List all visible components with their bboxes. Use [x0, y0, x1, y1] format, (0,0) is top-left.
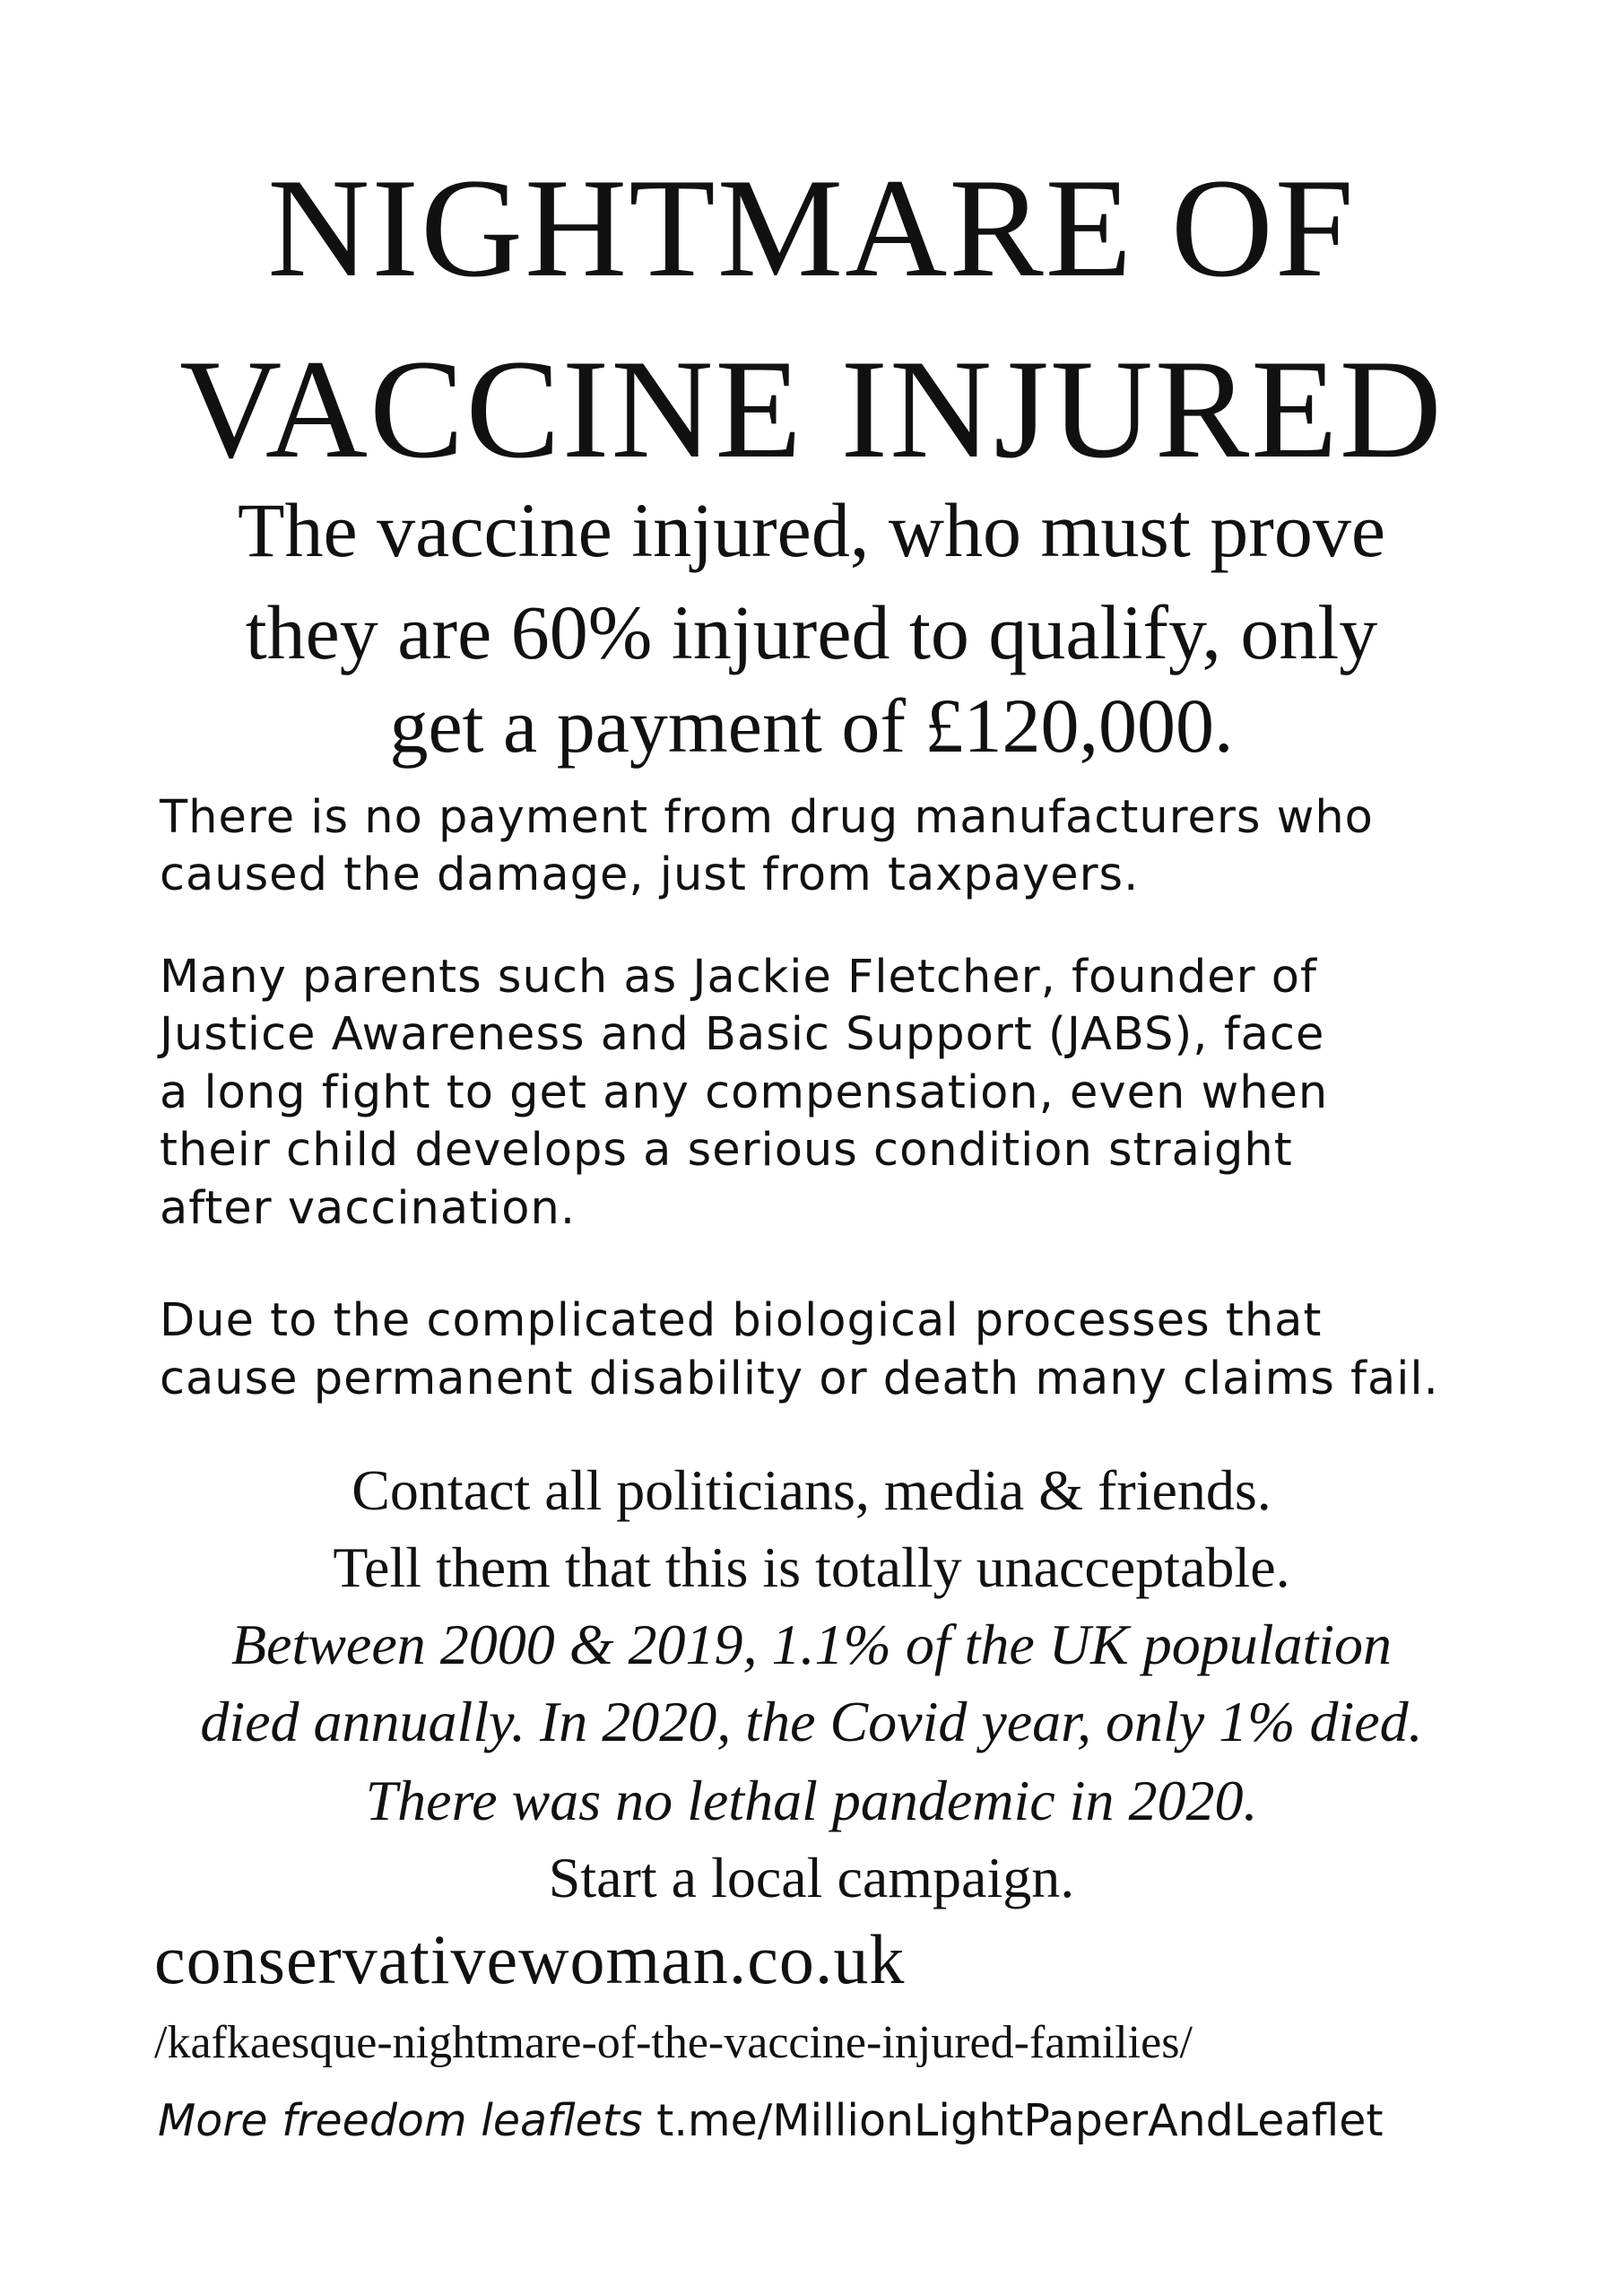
cta-line-4: died annually. In 2020, the Covid year, only 1% died. [200, 1690, 1423, 1753]
footer-telegram-link[interactable]: t.me/MillionLightPaperAndLeaflet [656, 2095, 1384, 2146]
paragraph2-line-1: Many parents such as Jackie Fletcher, founder of [160, 951, 1317, 1004]
paragraph2-line-5: after vaccination. [160, 1182, 577, 1235]
cta-line-3: Between 2000 & 2019, 1.1% of the UK population [230, 1613, 1393, 1676]
subhead-line-1: The vaccine injured, who must prove [237, 487, 1386, 573]
paragraph1-line-1: There is no payment from drug manufacturers who [160, 791, 1374, 844]
cta-line-6: Start a local campaign. [548, 1846, 1075, 1909]
paragraph2-line-4: their child develops a serious condition straight [160, 1124, 1293, 1177]
cta-line-2: Tell them that this is totally unacceptable. [333, 1535, 1290, 1599]
source-path-link[interactable]: /kafkaesque-nightmare-of-the-vaccine-injured-families/ [154, 2017, 1193, 2068]
paragraph3-line-1: Due to the complicated biological processes that [160, 1294, 1323, 1347]
source-domain-link[interactable]: conservativewoman.co.uk [154, 1920, 906, 1998]
cta-line-1: Contact all politicians, media & friends. [352, 1458, 1271, 1522]
cta-line-5: There was no lethal pandemic in 2020. [365, 1769, 1258, 1832]
footer [158, 2095, 1384, 2146]
paragraph2-line-2: Justice Awareness and Basic Support (JABS), face [160, 1008, 1325, 1061]
footer-label: More freedom leaflets [158, 2095, 643, 2146]
headline-line-2: VACCINE INJURED [179, 331, 1444, 488]
paragraph1-line-2: caused the damage, just from taxpayers. [160, 848, 1140, 901]
paragraph3-line-2: cause permanent disability or death many claims fail. [160, 1352, 1439, 1405]
headline-line-1: NIGHTMARE OF [267, 150, 1356, 307]
subhead-line-2: they are 60% injured to qualify, only [245, 589, 1378, 675]
subhead-line-3: get a payment of £120,000. [389, 683, 1234, 769]
paragraph2-line-3: a long fight to get any compensation, even when [160, 1066, 1329, 1119]
